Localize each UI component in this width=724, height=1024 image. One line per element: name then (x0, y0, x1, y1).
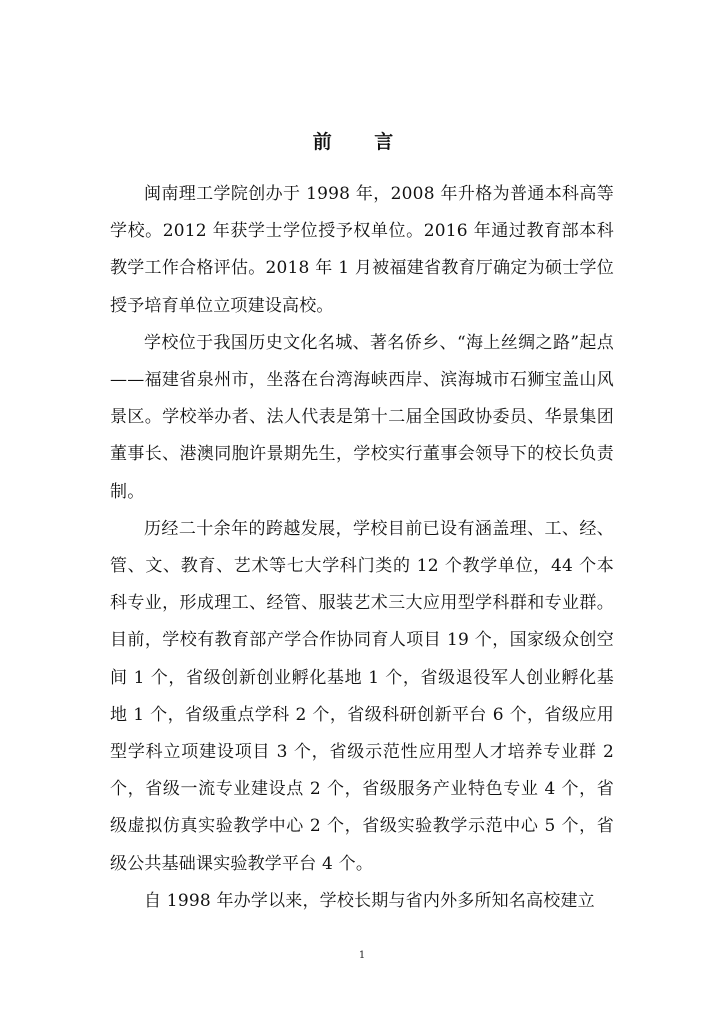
paragraph-cooperation: 自 1998 年办学以来，学校长期与省内外多所知名高校建立 (144, 890, 595, 911)
document-title: 前 言 (312, 131, 412, 153)
page-number: 1 (358, 950, 366, 961)
paragraph-location: 学校位于我国历史文化名城、著名侨乡、“海上丝绸之路”起点——福建省泉州市，坐落在台湾海峡西岸、滨海城市石狮宝盖山风景区。学校举办者、法人代表是第十二届全国政协委员、华景集团董事长、港澳同胞许景期先生，学校实行董事会领导下的校长负责制。 (110, 332, 614, 502)
document-body (110, 176, 614, 920)
paragraph-founding: 闽南理工学院创办于 1998 年，2008 年升格为普通本科高等学校。2012 年获学士学位授予权单位。2016 年通过教育部本科教学工作合格评估。2018 年 1 月被福建省教育厅确定为硕士学位授予培育单位立项建设高校。 (110, 184, 614, 316)
paragraph-development: 历经二十余年的跨越发展，学校目前已设有涵盖理、工、经、管、文、教育、艺术等七大学科门类的 12 个教学单位，44 个本科专业，形成理工、经管、服装艺术三大应用型学科群和专业群。目前，学校有教育部产学合作协同育人项目 19 个，国家级众创空间 1 个，省级创新创业孵化基地 1 个，省级退役军人创业孵化基地 1 个，省级重点学科 2 个，省级科研创新平台 6 个，省级应用型学科立项建设项目 3 个，省级示范性应用型人才培养专业群 2 个，省级一流专业建设点 2 个，省级服务产业特色专业 4 个，省级虚拟仿真实验教学中心 2 个，省级实验教学示范中心 5 个，省级公共基础课实验教学平台 4 个。 (110, 518, 614, 874)
